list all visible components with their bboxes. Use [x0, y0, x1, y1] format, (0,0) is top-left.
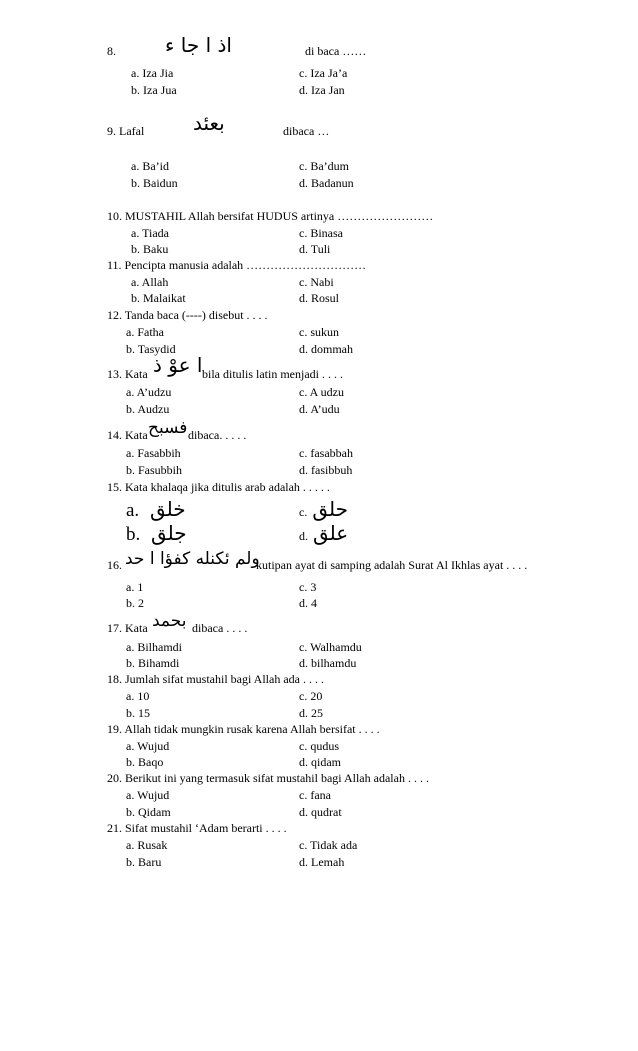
option-c[interactable]: c. Iza Ja’a	[299, 66, 348, 80]
question-10: 10. MUSTAHIL Allah bersifat HUDUS artinya ……………………	[107, 209, 434, 223]
option-a[interactable]: a. Ba’id	[131, 159, 169, 173]
question-12: 12. Tanda baca (----) disebut . . . .	[107, 308, 268, 322]
question-20: 20. Berikut ini yang termasuk sifat mustahil bagi Allah adalah . . . .	[107, 771, 429, 785]
option-a[interactable]: a. Fatha	[126, 325, 164, 339]
question-prefix: 17. Kata	[107, 621, 148, 635]
option-c[interactable]: c. 20	[299, 689, 323, 703]
option-b[interactable]: b. Baqo	[126, 755, 164, 769]
option-c[interactable]	[299, 498, 348, 523]
question-prefix: 14. Kata	[107, 428, 148, 442]
question-8	[107, 33, 367, 58]
option-c[interactable]: c. qudus	[299, 739, 339, 753]
option-a[interactable]: a. Wujud	[126, 739, 170, 753]
option-b[interactable]	[126, 522, 187, 546]
option-d[interactable]: d. fasibbuh	[299, 463, 353, 477]
option-a[interactable]: a. Fasabbih	[126, 446, 181, 460]
option-a[interactable]: a. Tiada	[131, 226, 170, 240]
option-b[interactable]: b. Baidun	[131, 176, 178, 190]
option-c[interactable]: c. A udzu	[299, 385, 344, 399]
arabic-text: اذ ا جا ء	[165, 33, 232, 57]
question-11: 11. Pencipta manusia adalah …………………………	[107, 258, 367, 272]
option-b[interactable]: b. 2	[126, 596, 144, 610]
option-d[interactable]	[299, 522, 348, 547]
option-d[interactable]: d. A’udu	[299, 402, 340, 416]
option-c[interactable]: c. Nabi	[299, 275, 334, 289]
option-c[interactable]: c. 3	[299, 580, 317, 594]
question-text: dibaca . . . .	[192, 621, 248, 635]
question-9	[107, 111, 330, 138]
arabic-option: جلق	[151, 521, 187, 545]
option-a[interactable]	[126, 498, 186, 522]
option-d[interactable]: d. 4	[299, 596, 317, 610]
option-label: a.	[126, 500, 140, 521]
option-c[interactable]: c. Tidak ada	[299, 838, 358, 852]
option-a[interactable]: a. A’udzu	[126, 385, 172, 399]
option-d[interactable]: d. Lemah	[299, 855, 345, 869]
option-b[interactable]: b. Fasubbih	[126, 463, 183, 477]
option-a[interactable]: a. Wujud	[126, 788, 170, 802]
option-c[interactable]: c. Ba’dum	[299, 159, 349, 173]
arabic-text: بعئد	[193, 111, 225, 135]
question-19: 19. Allah tidak mungkin rusak karena Allah bersifat . . . .	[107, 722, 380, 736]
arabic-option: علق	[313, 521, 349, 545]
option-b[interactable]: b. Bihamdi	[126, 656, 180, 670]
option-c[interactable]: c. Walhamdu	[299, 640, 362, 654]
option-a[interactable]: a. 10	[126, 689, 150, 703]
option-b[interactable]: b. Tasydid	[126, 342, 176, 356]
option-a[interactable]: a. Rusak	[126, 838, 168, 852]
option-c[interactable]: c. sukun	[299, 325, 339, 339]
arabic-text: بحمد	[152, 611, 187, 631]
question-number: 9. Lafal	[107, 124, 145, 138]
option-d[interactable]: d. Tuli	[299, 242, 331, 256]
question-text: bila ditulis latin menjadi . . . .	[202, 367, 343, 381]
arabic-text: ولم ئكنله كفؤا ا حد	[125, 549, 260, 569]
question-text: kutipan ayat di samping adalah Surat Al Ikhlas ayat . . . .	[256, 558, 528, 572]
option-d[interactable]: d. qidam	[299, 755, 341, 769]
option-b[interactable]: b. Baru	[126, 855, 162, 869]
question-15: 15. Kata khalaqa jika ditulis arab adalah . . . . .	[107, 480, 330, 494]
option-a[interactable]: a. Allah	[131, 275, 169, 289]
option-d[interactable]: d. Badanun	[299, 176, 354, 190]
option-d[interactable]: d. Rosul	[299, 291, 340, 305]
option-d[interactable]: d. dommah	[299, 342, 353, 356]
option-label: d.	[299, 529, 308, 543]
question-prefix: 13. Kata	[107, 367, 148, 381]
option-a[interactable]: a. Iza Jia	[131, 66, 174, 80]
option-c[interactable]: c. Binasa	[299, 226, 343, 240]
question-16	[107, 549, 528, 572]
option-a[interactable]: a. Bilhamdi	[126, 640, 182, 654]
option-label: c.	[299, 505, 308, 519]
question-number: 16.	[107, 558, 122, 572]
option-b[interactable]: b. Baku	[131, 242, 169, 256]
arabic-text: ا عوْ ذ	[153, 353, 203, 377]
option-d[interactable]: d. bilhamdu	[299, 656, 357, 670]
question-text: dibaca. . . . .	[188, 428, 247, 442]
arabic-option: خلق	[149, 497, 186, 521]
option-d[interactable]: d. 25	[299, 706, 323, 720]
option-d[interactable]: d. qudrat	[299, 805, 342, 819]
option-b[interactable]: b. Malaikat	[131, 291, 186, 305]
question-text: di baca ……	[305, 44, 367, 58]
option-d[interactable]: d. Iza Jan	[299, 83, 345, 97]
arabic-option: حلق	[312, 497, 348, 521]
option-b[interactable]: b. Audzu	[126, 402, 170, 416]
question-14	[107, 418, 247, 442]
question-17	[107, 611, 248, 635]
option-c[interactable]: c. fana	[299, 788, 331, 802]
option-b[interactable]: b. Qidam	[126, 805, 171, 819]
question-text: dibaca …	[283, 124, 330, 138]
option-c[interactable]: c. fasabbah	[299, 446, 353, 460]
question-number: 8.	[107, 44, 116, 58]
option-b[interactable]: b. 15	[126, 706, 150, 720]
option-label: b.	[126, 524, 141, 545]
option-a[interactable]: a. 1	[126, 580, 144, 594]
question-21: 21. Sifat mustahil ‘Adam berarti . . . .	[107, 821, 287, 835]
question-13	[107, 353, 343, 381]
question-18: 18. Jumlah sifat mustahil bagi Allah ada . . . .	[107, 672, 324, 686]
arabic-text: فسبح	[148, 418, 188, 438]
option-b[interactable]: b. Iza Jua	[131, 83, 177, 97]
